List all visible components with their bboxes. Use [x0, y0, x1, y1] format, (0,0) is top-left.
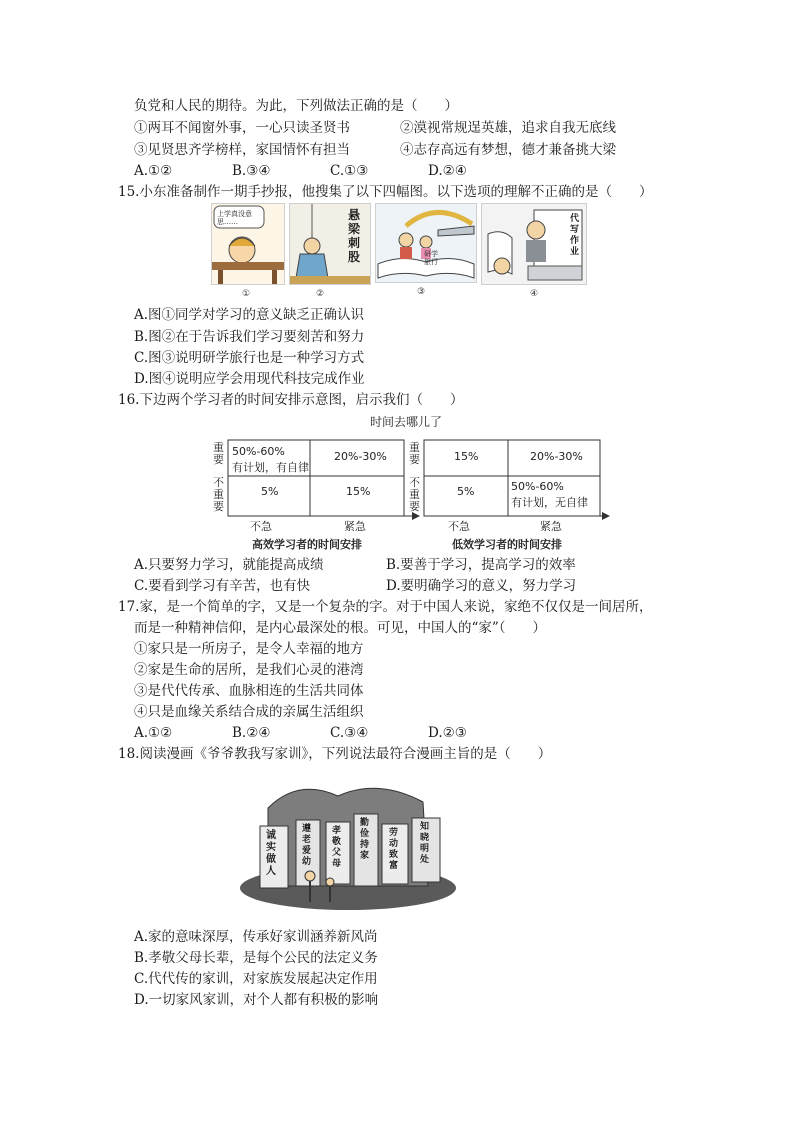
- q16-option-c[interactable]: C.要看到学习有辛苦，也有快: [134, 578, 311, 594]
- q17-item-3: ③是代代传承、血脉相连的生活共同体: [134, 683, 364, 699]
- q15-caption-2: ②: [316, 289, 325, 299]
- q18-cartoon: [238, 768, 468, 916]
- q16-left-cell-urgent-not-important: 15%: [346, 485, 371, 498]
- q15-caption-1: ①: [242, 289, 251, 299]
- q15-picture-2: [289, 203, 371, 285]
- q15-option-b[interactable]: B.图②在于告诉我们学习要刻苦和努力: [134, 329, 365, 345]
- q16-stem: 16.下边两个学习者的时间安排示意图，启示我们（ ）: [118, 392, 464, 408]
- q16-left-y-not-important: 不重要: [213, 476, 224, 513]
- q14-option-c[interactable]: C.①③: [330, 163, 369, 179]
- q16-right-y-important: 重要: [409, 441, 420, 466]
- q15-picture-1: [211, 203, 285, 285]
- q14-stem: 负党和人民的期待。为此，下列做法正确的是（ ）: [134, 98, 458, 114]
- q18-option-b[interactable]: B.孝敬父母长辈，是每个公民的法定义务: [134, 950, 378, 966]
- q15-picture-3-label: 研学旅行: [424, 250, 438, 266]
- q18-option-c[interactable]: C.代代传的家训，对家族发展起决定作用: [134, 971, 378, 987]
- q16-right-y-not-important: 不重要: [409, 476, 420, 513]
- q18-option-d[interactable]: D.一切家风家训，对个人都有积极的影响: [134, 992, 379, 1008]
- q17-option-c[interactable]: C.③④: [330, 725, 369, 741]
- q17-item-2: ②家是生命的居所，是我们心灵的港湾: [134, 662, 364, 678]
- q16-option-d[interactable]: D.要明确学习的意义，努力学习: [386, 578, 577, 594]
- q15-option-c[interactable]: C.图③说明研学旅行也是一种学习方式: [134, 350, 365, 366]
- q18-panel-4: 勤俭持家: [360, 818, 370, 861]
- q15-option-a[interactable]: A.图①同学对学习的意义缺乏正确认识: [134, 307, 365, 323]
- q15-picture-3: [375, 203, 477, 283]
- q17-option-d[interactable]: D.②③: [428, 725, 467, 741]
- q16-left-x-not-urgent: 不急: [250, 520, 272, 533]
- q16-left-cell-not-urgent-not-important: 5%: [261, 485, 279, 498]
- q18-panel-5: 劳动致富: [389, 828, 399, 871]
- cartoon-open-book-travel: [376, 204, 476, 282]
- q17-item-1: ①家只是一所房子，是令人幸福的地方: [134, 641, 364, 657]
- q15-picture-1-bubble: 上学真没意思……: [217, 210, 252, 226]
- q16-left-x-urgent: 紧急: [344, 520, 366, 533]
- q18-panel-3: 孝敬父母: [332, 826, 342, 869]
- q15-option-d[interactable]: D.图④说明应学会用现代科技完成作业: [134, 371, 365, 387]
- q16-left-y-important: 重要: [213, 441, 224, 466]
- q15-caption-4: ④: [530, 289, 539, 299]
- q16-left-cell-value: 50%-60%: [232, 445, 285, 458]
- q15-picture-2-title: 悬梁刺股: [348, 208, 361, 264]
- q18-panel-1: 诚实做人: [266, 830, 276, 877]
- q16-right-cell-value: 50%-60%: [511, 480, 564, 493]
- q16-option-a[interactable]: A.只要努力学习，就能提高成绩: [134, 557, 324, 573]
- q16-chart-title: 时间去哪儿了: [370, 415, 443, 429]
- q14-option-d[interactable]: D.②④: [428, 163, 467, 179]
- q16-left-cell-note: 有计划，有自律: [232, 461, 309, 474]
- q14-item-1: ①两耳不闻窗外事，一心只读圣贤书: [134, 120, 350, 136]
- q16-option-b[interactable]: B.要善于学习，提高学习的效率: [386, 557, 576, 573]
- q16-left-title: 高效学习者的时间安排: [252, 538, 362, 551]
- q18-panel-2: 遵老爱幼: [302, 824, 312, 867]
- q16-right-x-urgent: 紧急: [540, 520, 562, 533]
- q16-right-title: 低效学习者的时间安排: [452, 538, 562, 551]
- q16-right-cell-not-urgent-important: 15%: [454, 450, 479, 463]
- q17-stem-line-1: 17.家，是一个简单的字，又是一个复杂的字。对于中国人来说，家绝不仅仅是一间居所，: [118, 599, 653, 615]
- q15-picture-4: [481, 203, 587, 285]
- q16-right-cell-note: 有计划，无自律: [511, 496, 588, 509]
- q14-item-4: ④志存高远有梦想，德才兼备挑大梁: [400, 142, 616, 158]
- q17-option-a[interactable]: A.①②: [134, 725, 173, 741]
- q16-right-cell-urgent-important: 20%-30%: [530, 450, 583, 463]
- q15-caption-3: ③: [417, 287, 426, 297]
- q16-left-cell-urgent-important: 20%-30%: [334, 450, 387, 463]
- q15-picture-4-sign: 代写作业: [570, 214, 580, 257]
- q15-stem: 15.小东准备制作一期手抄报，他搜集了以下四幅图。以下选项的理解不正确的是（ ）: [118, 184, 653, 200]
- q14-option-a[interactable]: A.①②: [134, 163, 173, 179]
- q17-stem-line-2: 而是一种精神信仰，是内心最深处的根。可见，中国人的“家”（ ）: [134, 620, 547, 636]
- q18-stem: 18.阅读漫画《爷爷教我写家训》，下列说法最符合漫画主旨的是（ ）: [118, 746, 552, 762]
- q18-panel-6: 知晓明处: [420, 822, 430, 865]
- q18-option-a[interactable]: A.家的意味深厚，传承好家训涵养新风尚: [134, 929, 378, 945]
- q14-item-3: ③见贤思齐学榜样，家国情怀有担当: [134, 142, 350, 158]
- q14-item-2: ②漠视常规逞英雄，追求自我无底线: [400, 120, 616, 136]
- q16-right-x-not-urgent: 不急: [448, 520, 470, 533]
- q17-item-4: ④只是血缘关系结合成的亲属生活组织: [134, 704, 364, 720]
- q14-option-b[interactable]: B.③④: [232, 163, 271, 179]
- q16-right-cell-not-urgent-not-important: 5%: [457, 485, 475, 498]
- q17-option-b[interactable]: B.②④: [232, 725, 271, 741]
